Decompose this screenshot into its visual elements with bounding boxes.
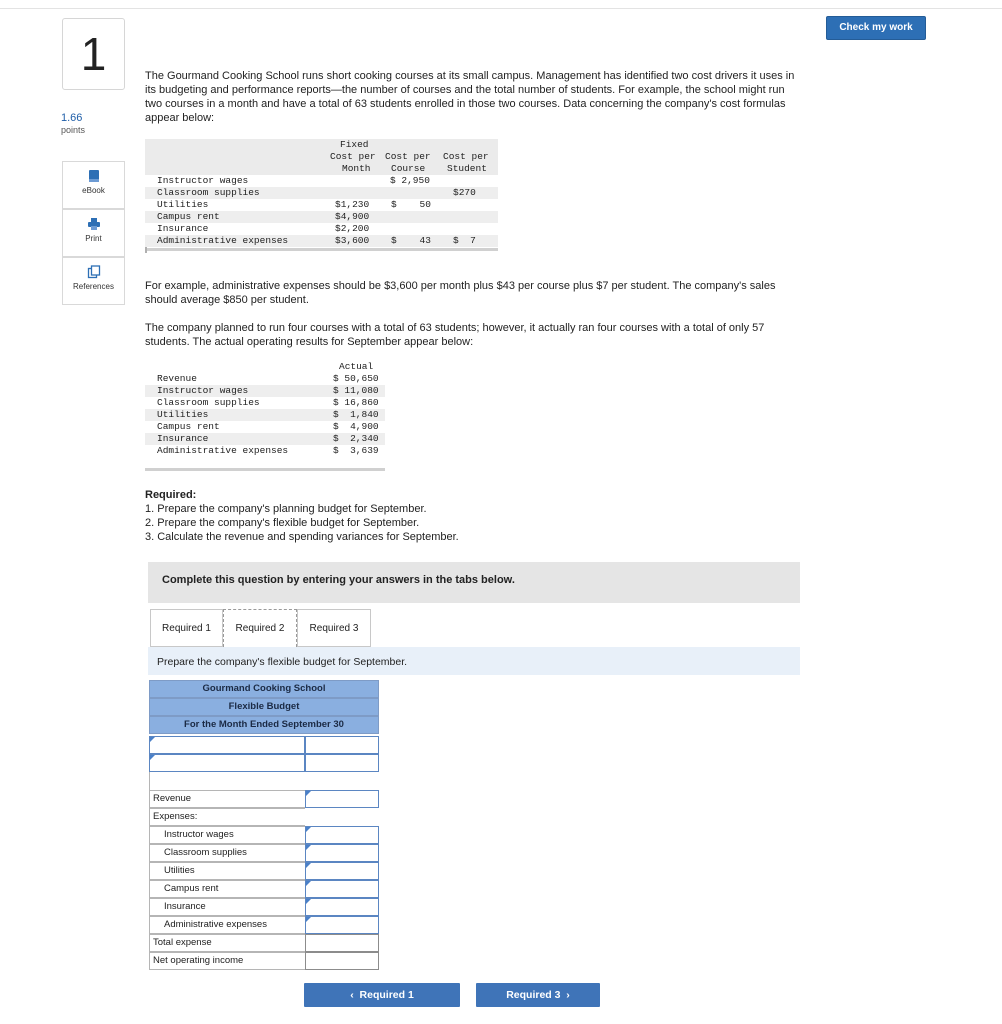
classroom-supplies-input[interactable] bbox=[305, 844, 379, 862]
revenue-row bbox=[149, 790, 379, 808]
row-label: Instructor wages bbox=[157, 385, 249, 396]
row-label: Utilities bbox=[157, 199, 209, 210]
row-label: Instructor wages bbox=[157, 175, 249, 186]
col-header-month: Fixed bbox=[340, 139, 369, 150]
prev-button-label: Required 1 bbox=[359, 989, 414, 1001]
question-number: 1 bbox=[62, 18, 125, 90]
points-label: points bbox=[61, 125, 86, 135]
check-my-work-button[interactable]: Check my work bbox=[826, 16, 926, 40]
row-value: $ 4,900 bbox=[333, 421, 379, 432]
revenue-label: Revenue bbox=[149, 790, 305, 808]
row-student: $270 bbox=[453, 187, 476, 198]
expense-label: Instructor wages bbox=[149, 826, 305, 844]
net-income-row bbox=[149, 952, 379, 970]
next-required-3-button[interactable] bbox=[476, 983, 600, 1007]
col-header-month: Month bbox=[342, 163, 371, 174]
row-value: $ 3,639 bbox=[333, 445, 379, 456]
net-income-label: Net operating income bbox=[149, 952, 305, 970]
table-row bbox=[145, 373, 385, 385]
actual-results-table bbox=[145, 361, 385, 472]
table-row bbox=[145, 175, 498, 187]
utilities-input[interactable] bbox=[305, 862, 379, 880]
driver-label-input-1[interactable] bbox=[149, 736, 305, 754]
budget-title-name: Flexible Budget bbox=[149, 698, 379, 716]
table-row bbox=[145, 421, 385, 433]
row-label: Administrative expenses bbox=[157, 235, 289, 246]
row-course: $ 50 bbox=[391, 199, 431, 210]
expense-label: Classroom supplies bbox=[149, 844, 305, 862]
intro-line: The Gourmand Cooking School runs short cooking courses at its small campus. Management has identified two cost drivers it uses in bbox=[145, 70, 795, 82]
references-button[interactable] bbox=[62, 257, 125, 305]
expense-row-campus-rent bbox=[149, 880, 379, 898]
table-row bbox=[145, 385, 385, 397]
prev-required-1-button[interactable] bbox=[304, 983, 460, 1007]
row-month: $4,900 bbox=[335, 211, 370, 222]
row-label: Revenue bbox=[157, 373, 197, 384]
references-label: References bbox=[73, 282, 114, 291]
col-header-student: Student bbox=[447, 163, 487, 174]
campus-rent-input[interactable] bbox=[305, 880, 379, 898]
intro-line: its budgeting and performance reports—the number of courses and the total number of students. For example, the school might run bbox=[145, 84, 785, 96]
table-row bbox=[145, 211, 498, 223]
expense-row-administrative bbox=[149, 916, 379, 934]
row-value: $ 1,840 bbox=[333, 409, 379, 420]
expense-label: Administrative expenses bbox=[149, 916, 305, 934]
instruction-text: Prepare the company's flexible budget for September. bbox=[157, 656, 408, 668]
row-course: $ 43 bbox=[391, 235, 431, 246]
driver-value-input-2[interactable] bbox=[305, 754, 379, 772]
required-heading: Required: bbox=[145, 489, 197, 501]
example-line: For example, administrative expenses should be $3,600 per month plus $43 per course plus $7 per student. The company's sales bbox=[145, 280, 776, 292]
required-item: 3. Calculate the revenue and spending variances for September. bbox=[145, 531, 459, 543]
table-row bbox=[145, 409, 385, 421]
expense-label: Insurance bbox=[149, 898, 305, 916]
tab-required-3[interactable]: Required 3 bbox=[297, 609, 371, 647]
example-paragraph bbox=[145, 279, 775, 307]
row-value: $ 50,650 bbox=[333, 373, 379, 384]
row-month: $3,600 bbox=[335, 235, 370, 246]
row-label: Insurance bbox=[157, 223, 209, 234]
row-label: Classroom supplies bbox=[157, 187, 260, 198]
printer-icon bbox=[87, 217, 101, 231]
intro-paragraph bbox=[145, 69, 794, 125]
expenses-heading-row bbox=[149, 808, 379, 826]
complete-question-banner bbox=[148, 562, 800, 603]
complete-question-text: Complete this question by entering your answers in the tabs below. bbox=[162, 574, 515, 586]
total-expense-row bbox=[149, 934, 379, 952]
next-button-label: Required 3 bbox=[506, 989, 561, 1001]
row-value: $ 2,340 bbox=[333, 433, 379, 444]
row-label: Utilities bbox=[157, 409, 209, 420]
expense-row-instructor-wages bbox=[149, 826, 379, 844]
ebook-button[interactable] bbox=[62, 161, 125, 209]
expenses-label: Expenses: bbox=[149, 808, 305, 826]
total-expense-value bbox=[305, 934, 379, 952]
intro-line: two courses in a month and have a total of 63 students enrolled in those two courses. Data concerning the company's cost formulas bbox=[145, 98, 786, 110]
chevron-right-icon: › bbox=[566, 989, 570, 1001]
driver-label-input-2[interactable] bbox=[149, 754, 305, 772]
table-row bbox=[145, 235, 498, 247]
print-label: Print bbox=[85, 234, 102, 243]
col-header-student: Cost per bbox=[443, 151, 489, 162]
table-edge bbox=[145, 247, 147, 253]
col-header-course: Course bbox=[391, 163, 426, 174]
driver-value-input-1[interactable] bbox=[305, 736, 379, 754]
blank-row bbox=[149, 772, 379, 790]
col-header-month: Cost per bbox=[330, 151, 376, 162]
insurance-input[interactable] bbox=[305, 898, 379, 916]
expense-row-insurance bbox=[149, 898, 379, 916]
expense-row-classroom-supplies bbox=[149, 844, 379, 862]
budget-title-company: Gourmand Cooking School bbox=[149, 680, 379, 698]
references-icon bbox=[87, 265, 101, 279]
driver-row-2 bbox=[149, 754, 379, 772]
expense-row-utilities bbox=[149, 862, 379, 880]
table-row bbox=[145, 433, 385, 445]
cost-formula-table bbox=[145, 139, 498, 251]
table-footer-bar bbox=[145, 468, 385, 471]
table-footer-bar bbox=[145, 248, 498, 251]
tab-required-1[interactable]: Required 1 bbox=[150, 609, 223, 647]
row-course: $ 2,950 bbox=[390, 175, 430, 186]
revenue-input[interactable] bbox=[305, 790, 379, 808]
row-label: Administrative expenses bbox=[157, 445, 289, 456]
administrative-expenses-input[interactable] bbox=[305, 916, 379, 934]
table-row bbox=[145, 223, 498, 235]
table-row bbox=[145, 187, 498, 199]
chevron-left-icon: ‹ bbox=[350, 989, 354, 1001]
top-divider bbox=[0, 8, 1002, 9]
book-icon bbox=[87, 169, 101, 183]
col-header-actual: Actual bbox=[339, 361, 374, 372]
budget-title-period: For the Month Ended September 30 bbox=[149, 716, 379, 734]
tab-required-2[interactable]: Required 2 bbox=[223, 609, 297, 647]
planned-line: The company planned to run four courses with a total of 63 students; however, it actually ran four courses with a total of only 57 bbox=[145, 322, 765, 334]
ebook-label: eBook bbox=[82, 186, 105, 195]
row-label: Classroom supplies bbox=[157, 397, 260, 408]
instructor-wages-input[interactable] bbox=[305, 826, 379, 844]
net-income-value bbox=[305, 952, 379, 970]
table-row bbox=[145, 445, 385, 457]
expense-label: Campus rent bbox=[149, 880, 305, 898]
required-item: 1. Prepare the company's planning budget for September. bbox=[145, 503, 427, 515]
row-label: Insurance bbox=[157, 433, 209, 444]
row-value: $ 11,080 bbox=[333, 385, 379, 396]
example-line: should average $850 per student. bbox=[145, 294, 309, 306]
expense-label: Utilities bbox=[149, 862, 305, 880]
print-button[interactable] bbox=[62, 209, 125, 257]
planned-line: students. The actual operating results for September appear below: bbox=[145, 336, 474, 348]
total-expense-label: Total expense bbox=[149, 934, 305, 952]
instruction-bar bbox=[148, 647, 800, 675]
blank-cell bbox=[149, 772, 305, 790]
intro-line: appear below: bbox=[145, 112, 215, 124]
planned-paragraph bbox=[145, 321, 764, 349]
table-row bbox=[145, 199, 498, 211]
required-item: 2. Prepare the company's flexible budget for September. bbox=[145, 517, 420, 529]
row-month: $2,200 bbox=[335, 223, 370, 234]
row-label: Campus rent bbox=[157, 421, 220, 432]
row-value: $ 16,860 bbox=[333, 397, 379, 408]
table-row bbox=[145, 397, 385, 409]
row-month: $1,230 bbox=[335, 199, 370, 210]
col-header-course: Cost per bbox=[385, 151, 431, 162]
driver-row-1 bbox=[149, 736, 379, 754]
row-label: Campus rent bbox=[157, 211, 220, 222]
points-value: 1.66 bbox=[61, 112, 83, 124]
row-student: $ 7 bbox=[453, 235, 476, 246]
